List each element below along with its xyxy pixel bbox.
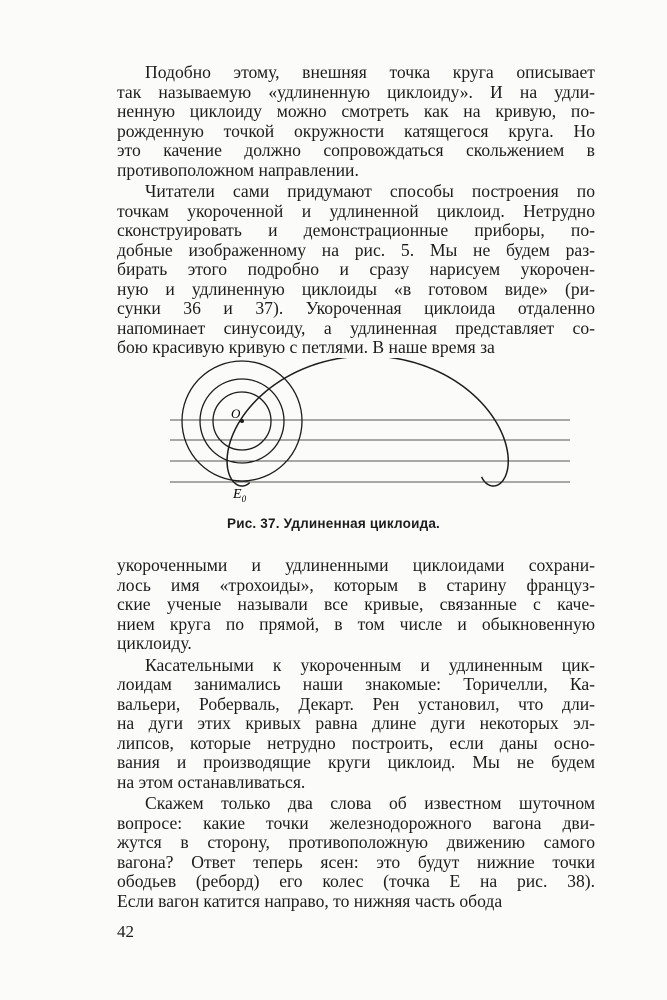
text-line: циклоиду.: [117, 633, 192, 653]
text-line: вагона? Ответ теперь ясен: это будут нижние точки: [117, 851, 595, 872]
text-line: это качение должно сопровождаться скольжением в: [117, 140, 595, 160]
paragraph: [117, 556, 595, 654]
figure-caption: Рис. 37. Удлиненная циклоида.: [226, 516, 441, 531]
text-line: сконструировать и демонстрационные приборы, по-: [117, 220, 595, 240]
text-line: вальери, Роберваль, Декарт. Рен установил, что дли-: [117, 693, 595, 714]
text-line: ободьев (реборд) его колес (точка E на рис. 38).: [117, 871, 595, 891]
text-line: напоминает синусоиду, а удлиненная представляет со-: [117, 317, 595, 338]
text-line: липсов, которые нетрудно построить, если даны осно-: [117, 732, 595, 753]
text-line: рожденную точкой окружности катящегося круга. Но: [117, 120, 595, 141]
text-line: нием круга по прямой, в том числе и обыкновенную: [117, 613, 595, 634]
text-line: на дуги этих кривых равна длине дуги некоторых эл-: [117, 713, 595, 733]
text-line: Скажем только два слова об известном шуточном: [145, 793, 595, 813]
paragraph: [117, 182, 595, 358]
text-line: точкам укороченной и удлиненной циклоид. Нетрудно: [117, 200, 595, 221]
text-line: ские ученые называли все кривые, связанные с каче-: [117, 594, 595, 614]
text-line: на этом останавливаться.: [117, 771, 306, 792]
page-number: 42: [117, 922, 134, 941]
text-line: бирать этого подробно и сразу нарисуем укорочен-: [117, 259, 595, 279]
text-line: вания и производящие круги циклоид. Мы не будем: [117, 752, 595, 772]
text-line: вопросе: какие точки железнодорожного вагона дви-: [117, 812, 595, 833]
point-O: [240, 419, 244, 423]
paragraph: [117, 63, 595, 180]
text-line: ную и удлиненную циклоиды «в готовом виде» (ри-: [117, 278, 595, 299]
text-line: укороченными и удлиненными циклоидами сохрани-: [117, 555, 595, 575]
text-line: Подобно этому, внешняя точка круга описывает: [145, 62, 595, 82]
label-E0: $E_0$: [233, 487, 247, 504]
text-line: сунки 36 и 37). Укороченная циклоида отдаленно: [117, 298, 595, 318]
label-O: O: [231, 406, 241, 421]
text-line: добные изображенному на рис. 5. Мы не будем раз-: [117, 239, 595, 260]
figure-prolate-cycloid: [170, 358, 570, 510]
text-line: жутся в сторону, противоположную движению самого: [117, 832, 595, 852]
text-line: противоположном направлении.: [117, 159, 359, 180]
text-line: так называемую «удлиненную циклоиду». И на удли-: [117, 81, 595, 102]
cycloid-curve: [227, 358, 508, 486]
paragraph: [117, 656, 595, 793]
text-line: Если вагон катится направо, то нижняя часть обода: [117, 890, 503, 911]
text-line: Читатели сами придумают способы построения по: [145, 181, 595, 201]
text-line: бою красивую кривую с петлями. В наше время за: [117, 337, 495, 357]
text-line: лось имя «трохоиды», которым в старину француз-: [117, 574, 595, 595]
text-line: Касательными к укороченным и удлиненным цик-: [145, 654, 595, 675]
text-line: ненную циклоиду можно смотреть как на кривую, по-: [117, 101, 595, 121]
paragraph: [117, 794, 595, 911]
text-line: лоидам занимались наши знакомые: Торичелли, Ка-: [117, 674, 595, 694]
label-E0-subscript: 0: [241, 494, 247, 504]
